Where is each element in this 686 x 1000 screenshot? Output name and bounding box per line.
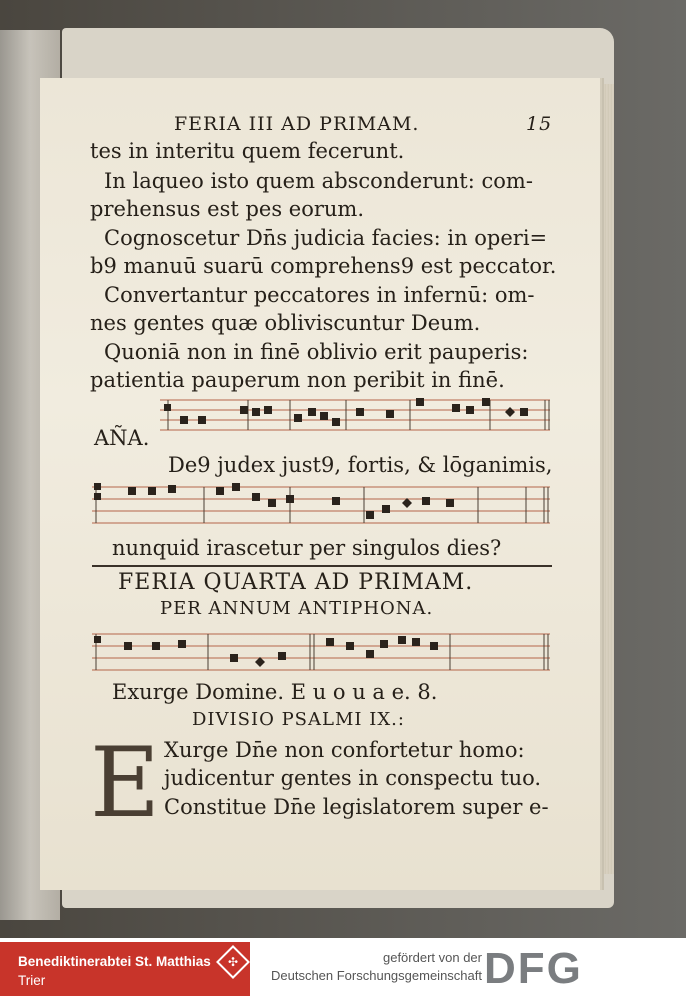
institution-name: Benediktinerabtei St. Matthias bbox=[18, 954, 211, 969]
text-line: prehensus est pes eorum. bbox=[90, 197, 365, 221]
psalm-division: DIVISIO PSALMI IX.: bbox=[192, 709, 405, 730]
chant-staff bbox=[92, 481, 552, 531]
dfg-logo[interactable]: DFG bbox=[484, 944, 583, 993]
funder-line-1: gefördert von der bbox=[382, 950, 482, 965]
chant-staff bbox=[160, 396, 552, 442]
text-line: nes gentes quæ obliviscuntur Deum. bbox=[90, 311, 481, 335]
antiphon-label: AÑA. bbox=[94, 426, 150, 450]
section-title: FERIA QUARTA AD PRIMAM. bbox=[118, 570, 474, 595]
section-divider bbox=[92, 565, 552, 567]
decorated-initial: E bbox=[90, 727, 161, 839]
institution-banner[interactable] bbox=[0, 942, 250, 996]
footer-bar bbox=[0, 938, 686, 1000]
psalm-line: Constitue Dn̄e legislatorem super e- bbox=[164, 795, 549, 819]
folio-number: 15 bbox=[526, 113, 553, 135]
antiphon-text: De9 judex just9, fortis, & lōganimis, bbox=[168, 453, 553, 477]
abbey-logo-mark-icon: ✣ bbox=[227, 955, 239, 969]
funder-line-2: Deutschen Forschungsgemeinschaft bbox=[270, 968, 482, 983]
text-line: Convertantur peccatores in infernū: om- bbox=[104, 283, 535, 307]
incipit-line: Exurge Domine. E u o u a e. 8. bbox=[112, 680, 438, 704]
text-line: tes in interitu quem fecerunt. bbox=[90, 139, 405, 163]
psalm-line: judicentur gentes in conspectu tuo. bbox=[164, 766, 542, 790]
text-line: Quoniā non in finē oblivio erit pauperis: bbox=[104, 340, 529, 364]
text-line: patientia pauperum non peribit in finē. bbox=[90, 368, 505, 392]
psalm-line: Xurge Dn̄e non confortetur homo: bbox=[164, 738, 525, 762]
institution-city: Trier bbox=[18, 973, 46, 988]
running-header: FERIA III AD PRIMAM. bbox=[174, 113, 420, 135]
text-line: Cognoscetur Dn̄s judicia facies: in operi= bbox=[104, 226, 548, 250]
section-subtitle: PER ANNUM ANTIPHONA. bbox=[160, 598, 434, 619]
text-line: In laqueo isto quem absconderunt: com- bbox=[104, 169, 533, 193]
antiphon-text: nunquid irascetur per singulos dies? bbox=[112, 536, 502, 560]
chant-staff bbox=[92, 628, 552, 674]
text-line: b9 manuū suarū comprehens9 est peccator. bbox=[90, 254, 557, 278]
